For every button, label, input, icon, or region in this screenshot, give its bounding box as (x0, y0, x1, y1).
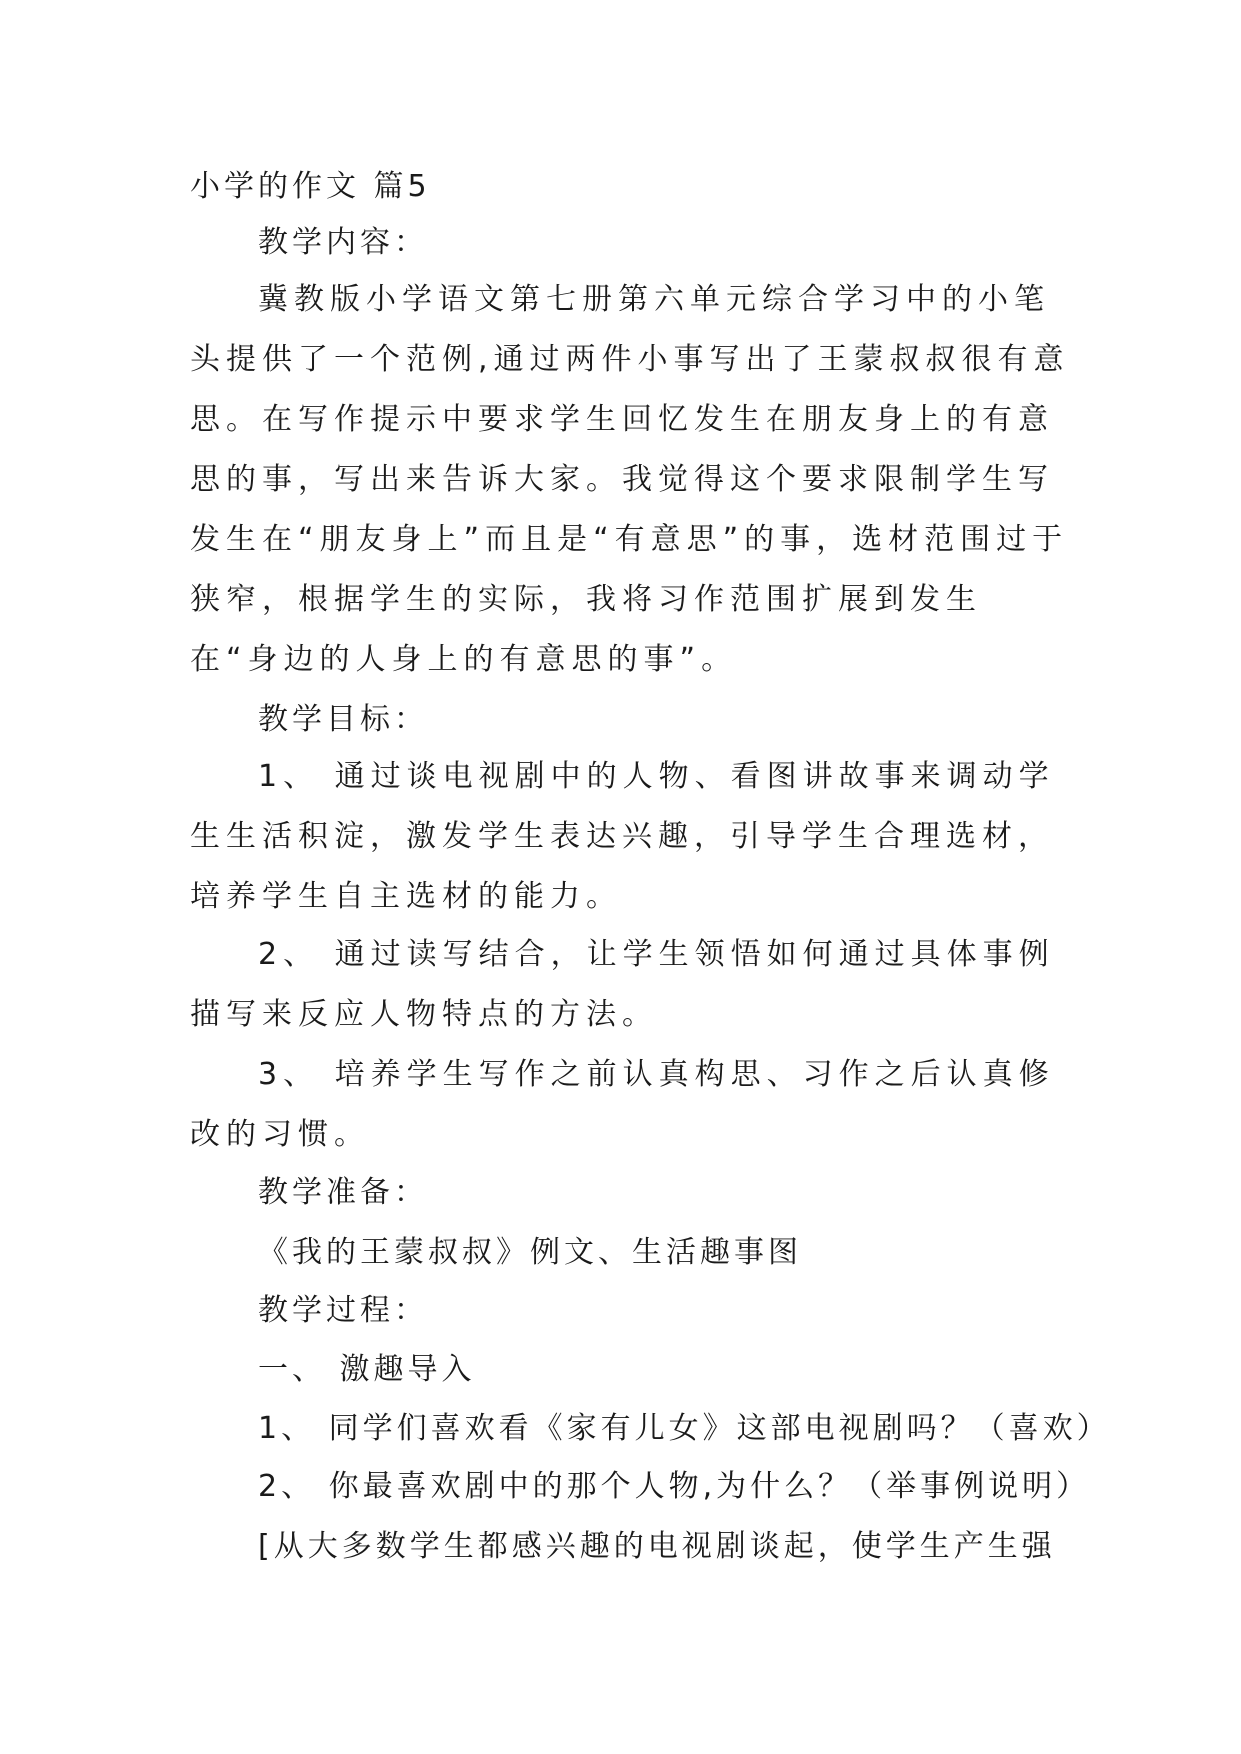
document-title: 小学的作文 篇5 (190, 169, 431, 204)
teaching-content-paragraph: 冀教版小学语文第七册第六单元综合学习中的小笔头提供了一个范例,通过两件小事写出了王蒙叔叔很有意思。在写作提示中要求学生回忆发生在朋友身上的有意思的事，写出来告诉大家。我觉得这个要求限制学生写发生在“朋友身上”而且是“有意思”的事，选材范围过于狭窄，根据学生的实际，我将习作范围扩展到发生在“身边的人身上的有意思的事”。 (190, 282, 1070, 677)
process-question-2: 2、 你最喜欢剧中的那个人物,为什么？（举事例说明） (258, 1469, 1091, 1504)
teaching-content-heading: 教学内容： (258, 225, 428, 260)
process-note: [从大多数学生都感兴趣的电视剧谈起，使学生产生强 (258, 1529, 1056, 1564)
goal-item-2: 2、 通过读写结合，让学生领悟如何通过具体事例描写来反应人物特点的方法。 (190, 937, 1055, 1032)
process-step-1: 一、 激趣导入 (258, 1352, 476, 1387)
teaching-goals-heading: 教学目标： (258, 702, 428, 737)
goal-item-1: 1、 通过谈电视剧中的人物、看图讲故事来调动学生生活积淀，激发学生表达兴趣，引导学生合理选材，培养学生自主选材的能力。 (190, 759, 1055, 914)
preparation-paragraph: 《我的王蒙叔叔》例文、生活趣事图 (258, 1235, 802, 1270)
preparation-heading: 教学准备： (258, 1175, 428, 1210)
goal-item-3: 3、 培养学生写作之前认真构思、习作之后认真修改的习惯。 (190, 1057, 1055, 1152)
process-heading: 教学过程： (258, 1293, 428, 1328)
process-question-1: 1、 同学们喜欢看《家有儿女》这部电视剧吗？（喜欢） (258, 1411, 1111, 1446)
